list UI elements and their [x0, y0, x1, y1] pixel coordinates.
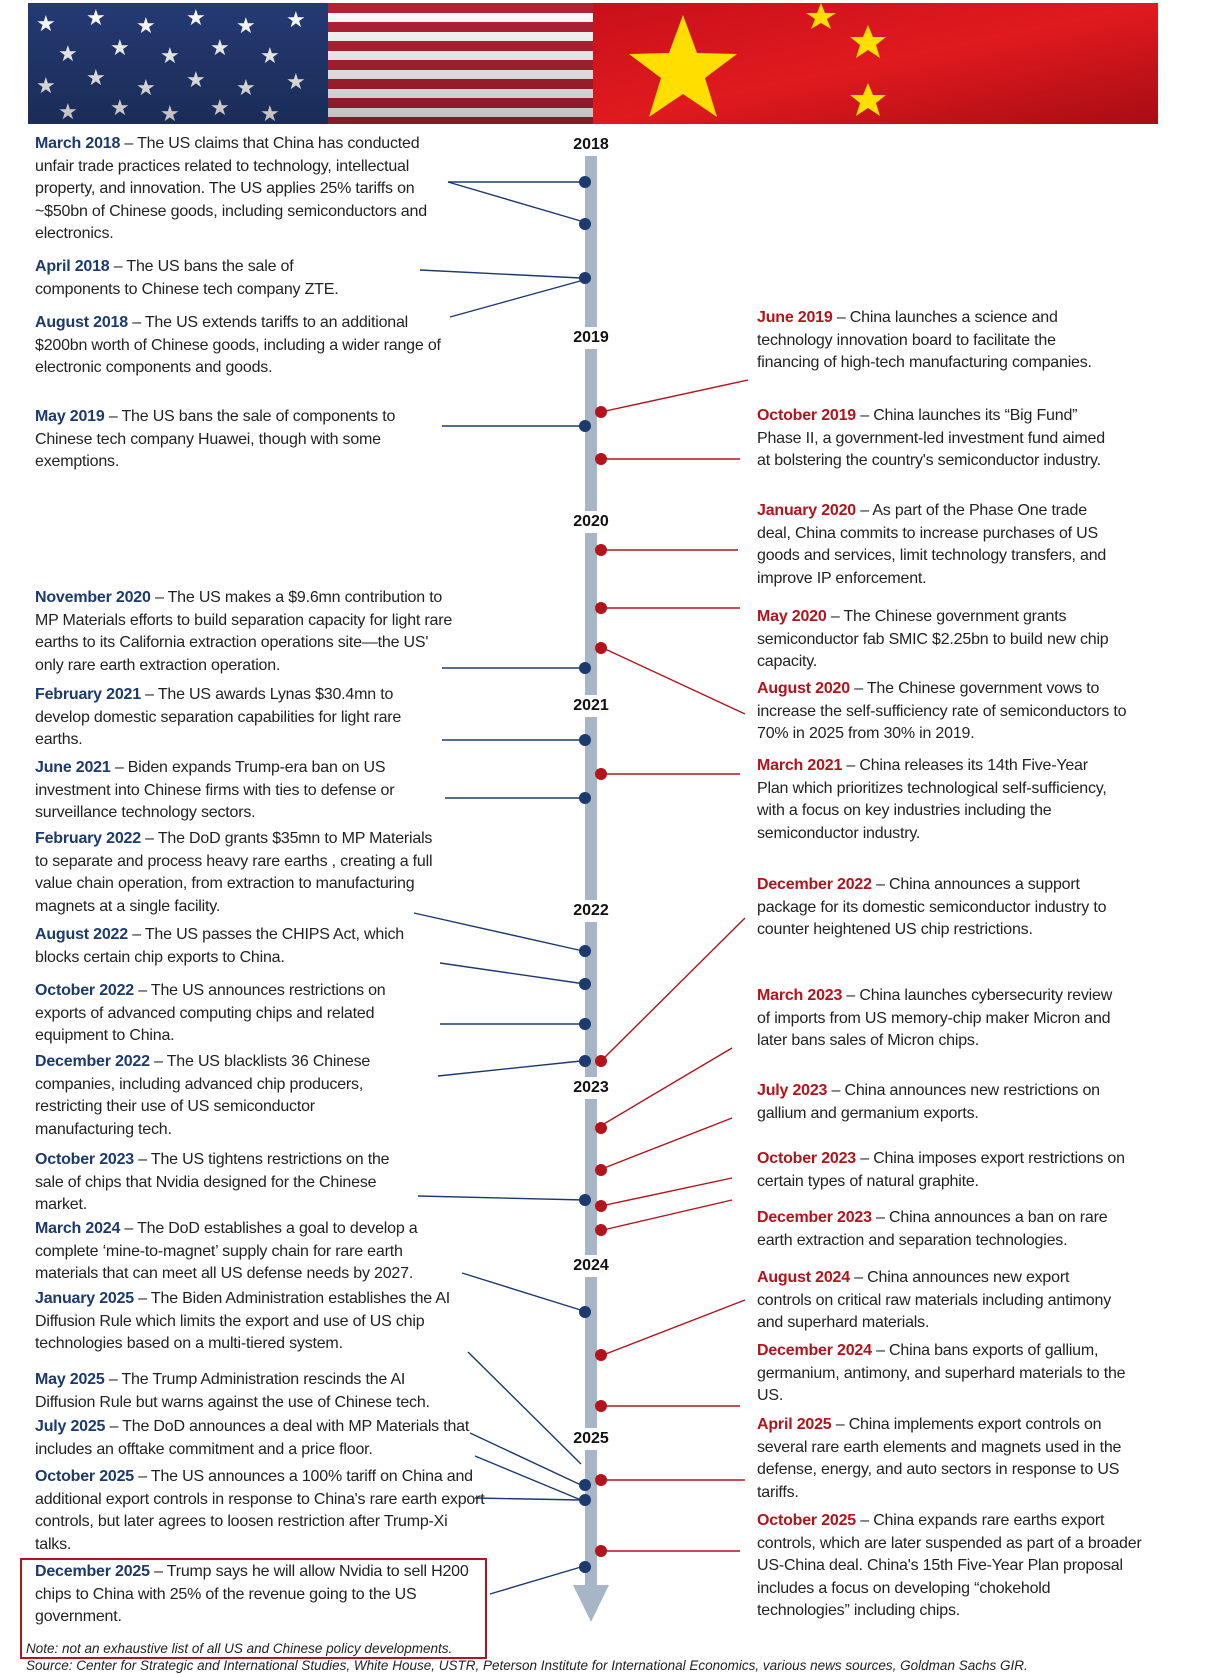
china-event: October 2023 – China imposes export restrictions on certain types of natural graphite.: [757, 1150, 1125, 1190]
china-event: March 2021 – China releases its 14th Five-Year Plan which prioritizes technological self-sufficiency, with a focus on key industries including the semiconductor industry.: [757, 757, 1107, 842]
event-date: March 2024: [35, 1220, 121, 1237]
us-event: November 2020 – The US makes a $9.6mn contribution to MP Materials efforts to build separation capacity for light rare earths to its California extraction operations site—the US' only rare earth extraction operation.: [35, 589, 453, 674]
china-connector-line: [603, 1200, 732, 1230]
us-event: June 2021 – Biden expands Trump-era ban on US investment into Chinese firms with ties to defense or surveillance technology sectors.: [35, 759, 395, 821]
event-text: The Biden Administration establishes the AI Diffusion Rule which limits the export and use of US chip technologies based on a multi-tiered system.: [35, 1290, 451, 1352]
china-event: August 2020 – The Chinese government vows to increase the self-sufficiency rate of semiconductors to 70% in 2025 from 30% in 2019.: [757, 680, 1127, 742]
us-timeline-dot: [579, 1055, 591, 1067]
event-text: As part of the Phase One trade deal, China commits to increase purchases of US goods and services, limit technology transfers, and improve IP enforcement.: [757, 502, 1107, 587]
china-timeline-dot: [595, 544, 607, 556]
us-timeline-dot: [579, 272, 591, 284]
event-text: Trump says he will allow Nvidia to sell H200 chips to China with 25% of the revenue going to the US government.: [35, 1563, 469, 1625]
us-timeline-dot: [579, 792, 591, 804]
year-label: 2025: [568, 1428, 614, 1450]
event-date: December 2024: [757, 1342, 872, 1359]
us-timeline-dot: [579, 945, 591, 957]
event-text: The US awards Lynas $30.4mn to develop domestic separation capabilities for light rare earths.: [35, 686, 402, 748]
us-connector-line: [438, 1061, 581, 1076]
china-connector-line: [601, 1178, 732, 1206]
us-event: January 2025 – The Biden Administration establishes the AI Diffusion Rule which limits the export and use of US chip technologies based on a multi-tiered system.: [35, 1290, 451, 1352]
event-date: October 2025: [35, 1468, 134, 1485]
us-connector-line: [468, 1352, 581, 1464]
footer-note: Note: not an exhaustive list of all US and Chinese policy developments.: [26, 1641, 453, 1656]
event-date: June 2021: [35, 759, 111, 776]
china-timeline-dot: [595, 406, 607, 418]
us-timeline-dot: [579, 1494, 591, 1506]
event-text: The US blacklists 36 Chinese companies, including advanced chip producers, restricting their use of US semiconductor manufacturing tech.: [35, 1053, 371, 1138]
event-text: The US makes a $9.6mn contribution to MP Materials efforts to build separation capacity for light rare earths to its California extraction operations site—the US' only rare earth extraction operation.: [35, 589, 453, 674]
us-event: March 2024 – The DoD establishes a goal to develop a complete ‘mine-to-magnet’ supply chain for rare earth materials that can meet all US defense needs by 2027.: [35, 1220, 418, 1282]
us-timeline-dot: [579, 978, 591, 990]
event-text: China launches its “Big Fund” Phase II, a government-led investment fund aimed at bolstering the country's semiconductor industry.: [757, 407, 1105, 469]
us-timeline-dot: [579, 420, 591, 432]
event-text: China announces a ban on rare earth extraction and separation technologies.: [757, 1209, 1108, 1249]
footer: [26, 1640, 1028, 1674]
event-date: July 2025: [35, 1418, 106, 1435]
event-date: October 2025: [757, 1512, 856, 1529]
us-timeline-dot: [579, 176, 591, 188]
us-connector-line: [448, 182, 591, 224]
us-connector-line: [462, 1273, 587, 1312]
event-date: October 2022: [35, 982, 134, 999]
event-text: The US claims that China has conducted unfair trade practices related to technology, intellectual property, and innovation. The US applies 25% tariffs on ~$50bn of Chinese goods, including semiconductors and electronics.: [35, 135, 427, 242]
china-connector-line: [601, 918, 745, 1061]
china-timeline-dot: [595, 453, 607, 465]
china-timeline-dot: [595, 602, 607, 614]
china-event: March 2023 – China launches cybersecurity review of imports from US memory-chip maker Micron and later bans sales of Micron chips.: [757, 987, 1113, 1049]
china-connector-line: [597, 1048, 732, 1128]
us-connector-line: [475, 1498, 581, 1500]
us-timeline-dot: [579, 734, 591, 746]
event-text: The Trump Administration rescinds the AI Diffusion Rule but warns against the use of Chinese tech.: [35, 1371, 430, 1411]
event-text: China releases its 14th Five-Year Plan which prioritizes technological self-sufficiency, with a focus on key industries including the semiconductor industry.: [757, 757, 1107, 842]
us-timeline-dot: [579, 662, 591, 674]
event-date: May 2020: [757, 608, 827, 625]
year-label: 2024: [568, 1255, 614, 1277]
timeline-arrowhead: [573, 1585, 609, 1622]
us-timeline-dot: [579, 1479, 591, 1491]
event-text: The DoD establishes a goal to develop a complete ‘mine-to-magnet’ supply chain for rare earth materials that can meet all US defense needs by 2027.: [35, 1220, 418, 1282]
china-timeline-dot: [595, 768, 607, 780]
us-timeline-dot: [579, 1018, 591, 1030]
event-text: The US announces a 100% tariff on China and additional export controls in response to China's rare earth export controls, but later agrees to loosen restriction after Trump-Xi talks.: [35, 1468, 485, 1553]
china-connector-line: [599, 1118, 732, 1170]
china-event: December 2023 – China announces a ban on rare earth extraction and separation technologies.: [757, 1209, 1108, 1249]
year-label: 2019: [568, 327, 614, 349]
event-date: May 2019: [35, 408, 105, 425]
event-text: The US bans the sale of components to Chinese tech company ZTE.: [35, 258, 339, 298]
event-date: July 2023: [757, 1082, 828, 1099]
us-event: October 2022 – The US announces restrictions on exports of advanced computing chips and related equipment to China.: [35, 982, 386, 1044]
us-connector-line: [490, 1567, 581, 1594]
us-connector-line: [420, 270, 581, 278]
event-text: The DoD announces a deal with MP Materials that includes an offtake commitment and a price floor.: [35, 1418, 470, 1458]
event-date: August 2024: [757, 1269, 850, 1286]
us-connector-line: [450, 278, 591, 317]
us-event: October 2025 – The US announces a 100% tariff on China and additional export controls in response to China's rare earth export controls, but later agrees to loosen restriction after Trump-Xi talks.: [35, 1468, 485, 1553]
china-timeline-dot: [595, 1400, 607, 1412]
year-label: 2022: [568, 900, 614, 922]
event-date: November 2020: [35, 589, 151, 606]
china-event: May 2020 – The Chinese government grants semiconductor fab SMIC $2.25bn to build new chip capacity.: [757, 608, 1109, 670]
event-date: January 2025: [35, 1290, 135, 1307]
us-timeline-dot: [579, 1306, 591, 1318]
china-connector-line: [603, 648, 745, 714]
china-timeline-dot: [595, 1545, 607, 1557]
event-text: The US bans the sale of components to Chinese tech company Huawei, though with some exemptions.: [35, 408, 396, 470]
china-timeline-dot: [595, 1164, 607, 1176]
event-date: December 2025: [35, 1563, 150, 1580]
event-text: The US extends tariffs to an additional $200bn worth of Chinese goods, including a wider range of electronic components and goods.: [35, 314, 441, 376]
china-event: December 2022 – China announces a support package for its domestic semiconductor industry to counter heightened US chip restrictions.: [757, 876, 1107, 938]
us-event: April 2018 – The US bans the sale of components to Chinese tech company ZTE.: [35, 258, 339, 298]
us-event: July 2025 – The DoD announces a deal with MP Materials that includes an offtake commitment and a price floor.: [35, 1418, 470, 1458]
timeline-axis: [585, 135, 597, 1590]
event-text: China launches a science and technology innovation board to facilitate the financing of high-tech manufacturing companies.: [757, 309, 1092, 371]
event-text: The US passes the CHIPS Act, which blocks certain chip exports to China.: [35, 926, 404, 966]
event-date: December 2022: [757, 876, 872, 893]
event-text: China announces new export controls on critical raw materials including antimony and superhard materials.: [757, 1269, 1111, 1331]
event-text: China announces new restrictions on gallium and germanium exports.: [757, 1082, 1100, 1122]
us-event: October 2023 – The US tightens restrictions on the sale of chips that Nvidia designed for the Chinese market.: [35, 1151, 390, 1213]
event-date: August 2020: [757, 680, 850, 697]
us-event: March 2018 – The US claims that China has conducted unfair trade practices related to technology, intellectual property, and innovation. The US applies 25% tariffs on ~$50bn of Chinese goods, including semiconductors and electronics.: [35, 135, 427, 242]
event-text: China announces a support package for its domestic semiconductor industry to counter heightened US chip restrictions.: [757, 876, 1107, 938]
event-date: March 2018: [35, 135, 121, 152]
us-timeline-dot: [579, 1561, 591, 1573]
china-event: October 2025 – China expands rare earths export controls, which are later suspended as part of a broader US-China deal. China's 15th Five-Year Plan proposal includes a focus on developing “chokehold technologies” including chips.: [757, 1512, 1142, 1619]
china-timeline-dot: [595, 642, 607, 654]
us-connector-line: [418, 1196, 585, 1200]
us-connector-line: [414, 913, 583, 951]
event-text: China launches cybersecurity review of imports from US memory-chip maker Micron and later bans sales of Micron chips.: [757, 987, 1113, 1049]
us-timeline-dot: [579, 1194, 591, 1206]
event-date: June 2019: [757, 309, 833, 326]
china-event: October 2019 – China launches its “Big Fund” Phase II, a government-led investment fund aimed at bolstering the country's semiconductor industry.: [757, 407, 1105, 469]
event-text: The US tightens restrictions on the sale of chips that Nvidia designed for the Chinese market.: [35, 1151, 390, 1213]
year-label: 2021: [568, 695, 614, 717]
footer-source: Source: Center for Strategic and International Studies, White House, USTR, Peterson Institute for International Economics, various news sources, Goldman Sachs GIR.: [26, 1658, 1028, 1673]
china-timeline-dot: [595, 1122, 607, 1134]
event-date: March 2021: [757, 757, 843, 774]
event-date: April 2025: [757, 1416, 832, 1433]
china-timeline-dot: [595, 1474, 607, 1486]
china-event: June 2019 – China launches a science and technology innovation board to facilitate the financing of high-tech manufacturing companies.: [757, 309, 1092, 371]
china-event: August 2024 – China announces new export controls on critical raw materials including antimony and superhard materials.: [757, 1269, 1111, 1331]
event-text: The Chinese government grants semiconductor fab SMIC $2.25bn to build new chip capacity.: [757, 608, 1109, 670]
us-event: February 2022 – The DoD grants $35mn to MP Materials to separate and process heavy rare earths , creating a full value chain operation, from extraction to manufacturing magnets at a single facility.: [35, 830, 433, 915]
china-event: January 2020 – As part of the Phase One trade deal, China commits to increase purchases of US goods and services, limit technology transfers, and improve IP enforcement.: [757, 502, 1107, 587]
event-date: April 2018: [35, 258, 110, 275]
event-text: China imposes export restrictions on certain types of natural graphite.: [757, 1150, 1125, 1190]
china-connector-line: [601, 380, 748, 412]
china-timeline-dot: [595, 1055, 607, 1067]
event-date: December 2023: [757, 1209, 872, 1226]
us-event: May 2019 – The US bans the sale of components to Chinese tech company Huawei, though with some exemptions.: [35, 408, 396, 470]
event-text: China expands rare earths export controls, which are later suspended as part of a broader US-China deal. China's 15th Five-Year Plan proposal includes a focus on developing “chokehold technologies” including chips.: [757, 1512, 1142, 1619]
event-date: May 2025: [35, 1371, 105, 1388]
event-date: October 2019: [757, 407, 856, 424]
event-date: August 2018: [35, 314, 128, 331]
china-event: April 2025 – China implements export controls on several rare earth elements and magnets used in the defense, energy, and auto sectors in response to US tariffs.: [757, 1416, 1122, 1501]
event-text: The DoD grants $35mn to MP Materials to separate and process heavy rare earths , creating a full value chain operation, from extraction to manufacturing magnets at a single facility.: [35, 830, 433, 915]
event-date: February 2022: [35, 830, 141, 847]
china-event: December 2024 – China bans exports of gallium, germanium, antimony, and superhard materials to the US.: [757, 1342, 1126, 1404]
china-timeline-dot: [595, 1200, 607, 1212]
china-connector-line: [603, 1300, 745, 1355]
event-date: February 2021: [35, 686, 141, 703]
event-text: The US announces restrictions on exports of advanced computing chips and related equipment to China.: [35, 982, 386, 1044]
event-date: March 2023: [757, 987, 843, 1004]
china-timeline-dot: [595, 1224, 607, 1236]
event-date: December 2022: [35, 1053, 150, 1070]
event-date: August 2022: [35, 926, 128, 943]
us-event-highlighted: December 2025 – Trump says he will allow Nvidia to sell H200 chips to China with 25% of the revenue going to the US government.: [35, 1563, 469, 1625]
china-timeline-dot: [595, 1349, 607, 1361]
event-text: China implements export controls on several rare earth elements and magnets used in the defense, energy, and auto sectors in response to US tariffs.: [757, 1416, 1122, 1501]
year-label: 2018: [568, 134, 614, 156]
us-connector-line: [440, 963, 585, 984]
us-event: May 2025 – The Trump Administration rescinds the AI Diffusion Rule but warns against the use of Chinese tech.: [35, 1371, 430, 1411]
us-event: August 2018 – The US extends tariffs to an additional $200bn worth of Chinese goods, including a wider range of electronic components and goods.: [35, 314, 441, 376]
us-event: February 2021 – The US awards Lynas $30.4mn to develop domestic separation capabilities for light rare earths.: [35, 686, 402, 748]
year-label: 2020: [568, 511, 614, 533]
year-label: 2023: [568, 1077, 614, 1099]
event-date: January 2020: [757, 502, 857, 519]
us-timeline-dot: [579, 218, 591, 230]
event-text: Biden expands Trump-era ban on US investment into Chinese firms with ties to defense or surveillance technology sectors.: [35, 759, 395, 821]
us-event: December 2022 – The US blacklists 36 Chinese companies, including advanced chip producers, restricting their use of US semiconductor manufacturing tech.: [35, 1053, 371, 1138]
event-date: October 2023: [757, 1150, 856, 1167]
us-event: August 2022 – The US passes the CHIPS Act, which blocks certain chip exports to China.: [35, 926, 404, 966]
event-text: China bans exports of gallium, germanium, antimony, and superhard materials to the US.: [757, 1342, 1126, 1404]
event-date: October 2023: [35, 1151, 134, 1168]
china-event: July 2023 – China announces new restrictions on gallium and germanium exports.: [757, 1082, 1100, 1122]
event-text: The Chinese government vows to increase the self-sufficiency rate of semiconductors to 70% in 2025 from 30% in 2019.: [757, 680, 1127, 742]
